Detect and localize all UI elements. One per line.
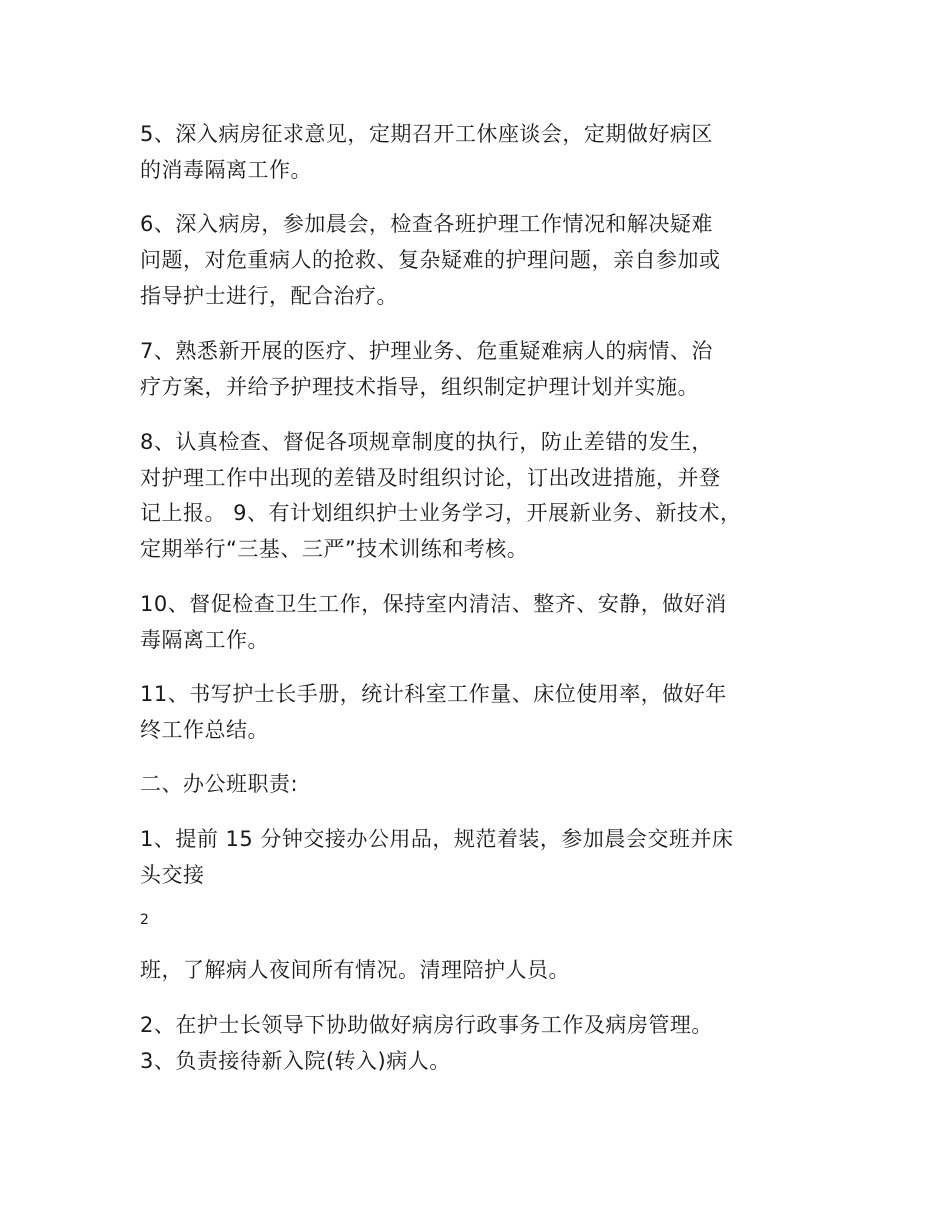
page-number: 2 bbox=[140, 912, 149, 928]
text-line: 10、督促检查卫生工作，保持室内清洁、整齐、安静，做好消 bbox=[140, 592, 727, 616]
text-line: 6、深入病房，参加晨会，检查各班护理工作情况和解决疑难 bbox=[140, 212, 713, 236]
text-line: 疗方案，并给予护理技术指导，组织制定护理计划并实施。 bbox=[140, 375, 699, 399]
text-line: 班，了解病人夜间所有情况。清理陪护人员。 bbox=[140, 958, 570, 982]
text-line: 5、深入病房征求意见，定期召开工休座谈会，定期做好病区 bbox=[140, 122, 713, 146]
text-line: 指导护士进行，配合治疗。 bbox=[140, 284, 398, 308]
text-line: 终工作总结。 bbox=[140, 718, 269, 742]
text-line: 2、在护士长领导下协助做好病房行政事务工作及病房管理。 bbox=[140, 1013, 713, 1037]
text-line: 1、提前 15 分钟交接办公用品，规范着装，参加晨会交班并床 bbox=[140, 827, 734, 851]
text-line: 11、书写护士长手册，统计科室工作量、床位使用率，做好年 bbox=[140, 682, 727, 706]
text-line: 的消毒隔离工作。 bbox=[140, 158, 312, 182]
text-line: 对护理工作中出现的差错及时组织讨论，订出改进措施，并登 bbox=[140, 466, 721, 490]
section-heading: 二、办公班职责: bbox=[140, 772, 299, 796]
text-line: 定期举行“三基、三严”技术训练和考核。 bbox=[140, 537, 529, 561]
text-line: 记上报。 9、有计划组织护士业务学习，开展新业务、新技术， bbox=[140, 501, 742, 525]
text-line: 问题，对危重病人的抢救、复杂疑难的护理问题，亲自参加或 bbox=[140, 248, 721, 272]
text-line: 毒隔离工作。 bbox=[140, 628, 269, 652]
text-line: 7、熟悉新开展的医疗、护理业务、危重疑难病人的病情、治 bbox=[140, 339, 713, 363]
text-line: 8、认真检查、督促各项规章制度的执行，防止差错的发生， bbox=[140, 430, 713, 454]
text-line: 头交接 bbox=[140, 863, 205, 887]
text-line: 3、负责接待新入院(转入)病人。 bbox=[140, 1049, 451, 1073]
